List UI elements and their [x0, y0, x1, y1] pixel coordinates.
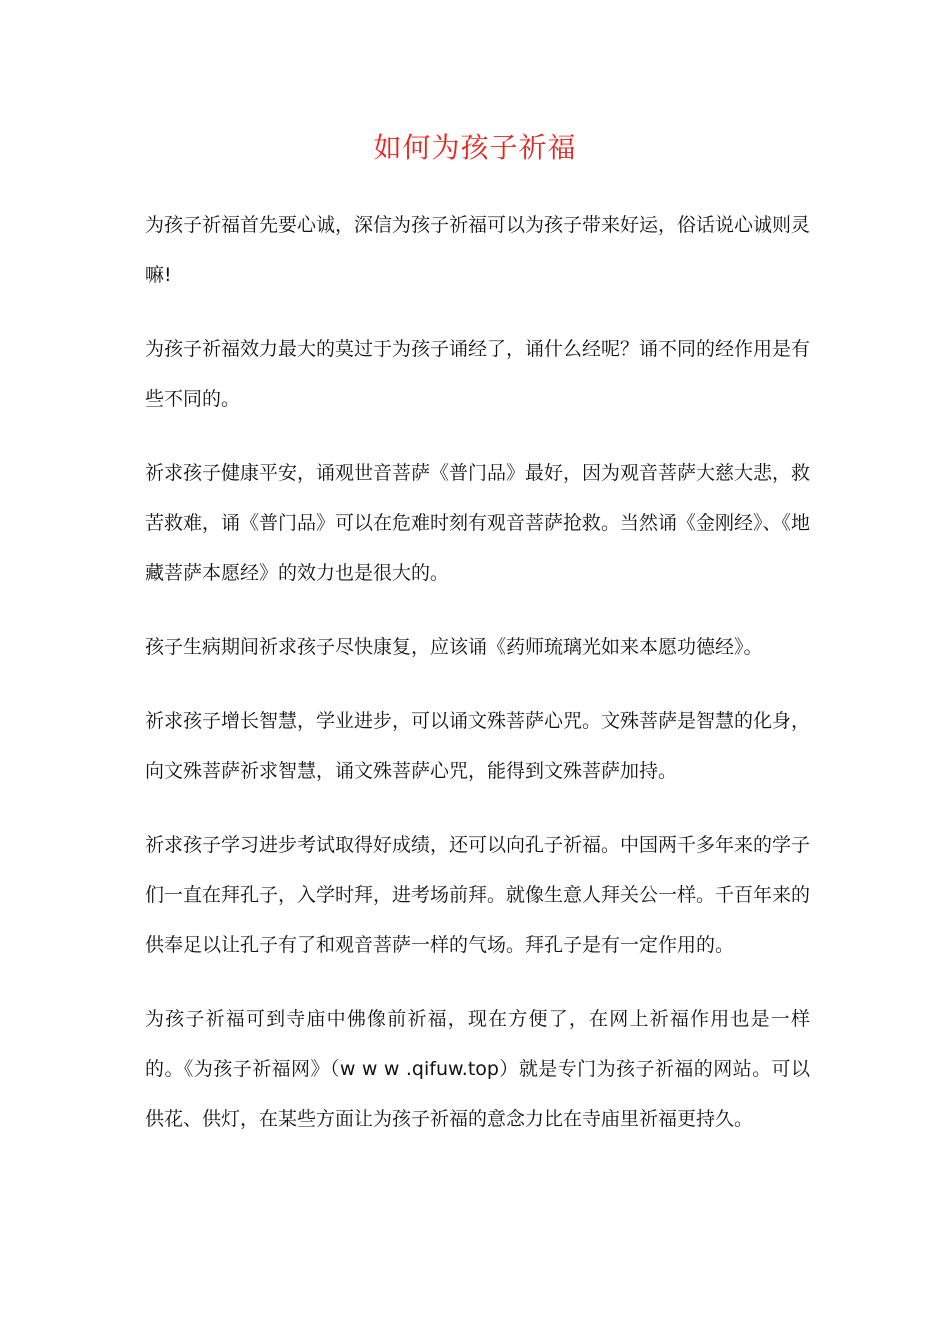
document-title: 如何为孩子祈福: [373, 131, 577, 164]
paragraph-health-safety: 祈求孩子健康平安，诵观世音菩萨《普门品》最好，因为观音菩萨大慈大悲，救苦救难，诵《普门品》可以在危难时刻有观音菩萨抢救。当然诵《金刚经》、《地藏菩萨本愿经》的效力也是很大的。: [145, 462, 811, 584]
paragraph-online-blessing: 为孩子祈福可到寺庙中佛像前祈福，现在方便了，在网上祈福作用也是一样的。《为孩子祈福网》（w w w .qifuw.top）就是专门为孩子祈福的网站。可以供花、供灯，在某些方面让为孩子祈福的意念力比在寺庙里祈福更持久。: [145, 1008, 810, 1130]
document-body: [145, 200, 810, 1168]
paragraph-recovery: 孩子生病期间祈求孩子尽快康复，应该诵《药师琉璃光如来本愿功德经》。: [145, 636, 763, 658]
paragraph-sutra-chanting: 为孩子祈福效力最大的莫过于为孩子诵经了，诵什么经呢？诵不同的经作用是有些不同的。: [145, 338, 811, 410]
paragraph-wisdom: 祈求孩子增长智慧，学业进步，可以诵文殊菩萨心咒。文殊菩萨是智慧的化身，向文殊菩萨祈求智慧，诵文殊菩萨心咒，能得到文殊菩萨加持。: [145, 710, 811, 782]
paragraph-confucius: 祈求孩子学习进步考试取得好成绩，还可以向孔子祈福。中国两千多年来的学子们一直在拜孔子，入学时拜，进考场前拜。就像生意人拜关公一样。千百年来的供奉足以让孔子有了和观音菩萨一样的气场。拜孔子是有一定作用的。: [145, 834, 811, 956]
paragraph-sincerity: 为孩子祈福首先要心诚，深信为孩子祈福可以为孩子带来好运，俗话说心诚则灵嘛!: [145, 214, 811, 286]
